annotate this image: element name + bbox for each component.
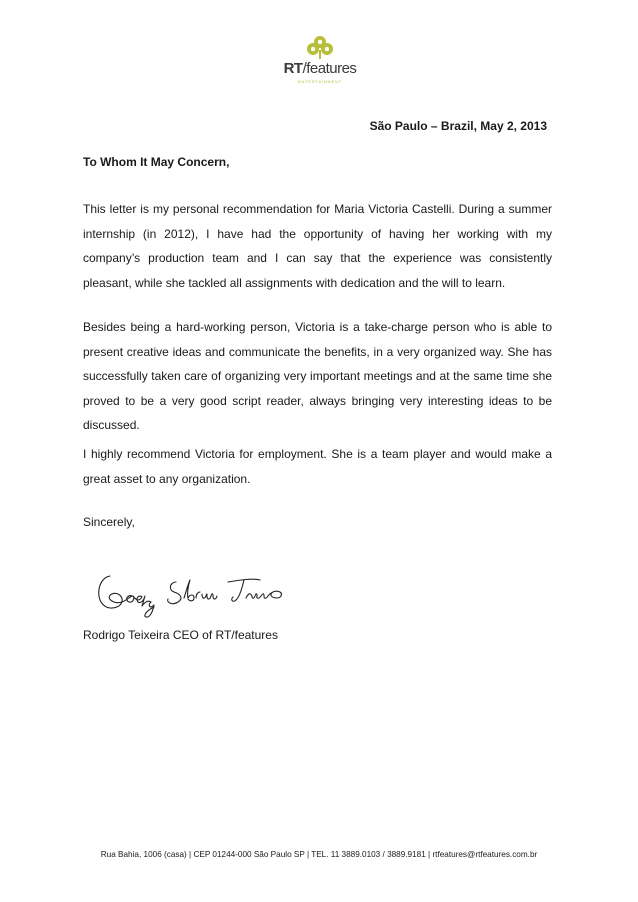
logo-tagline: ENTERTAINMENT [297, 79, 343, 84]
handwritten-signature [92, 568, 292, 618]
footer-address: Rua Bahia, 1006 (casa) | CEP 01244-000 São Paulo SP | TEL. 11 3889.0103 / 3889.9181 | rtfeatures@rtfeatures.com.br [100, 850, 538, 859]
paragraph-3: I highly recommend Victoria for employment. She is a team player and would make a great asset to any organization. [83, 447, 552, 486]
company-logo [270, 35, 370, 87]
closing: Sincerely, [83, 515, 135, 529]
clover-logo-icon [304, 35, 336, 61]
paragraph-1: This letter is my personal recommendation for Maria Victoria Castelli. During a summer internship (in 2012), I have had the opportunity of having her working with my company’s production team and I can say that the experience was consistently pleasant, while she tackled all assignments with dedication and the will to learn. [83, 202, 552, 290]
logo-wordmark: RT/features [283, 60, 357, 77]
salutation: To Whom It May Concern, [83, 155, 230, 169]
paragraph-2: Besides being a hard-working person, Victoria is a take-charge person who is able to present creative ideas and communicate the benefits, in a very organized way. She has successfully taken care of organizing very important meetings and at the same time she proved to be a very good script reader, always bringing very interesting ideas to be discussed. [83, 320, 552, 433]
letter-date: São Paulo – Brazil, May 2, 2013 [369, 119, 547, 133]
signer-name: Rodrigo Teixeira CEO of RT/features [83, 628, 278, 642]
